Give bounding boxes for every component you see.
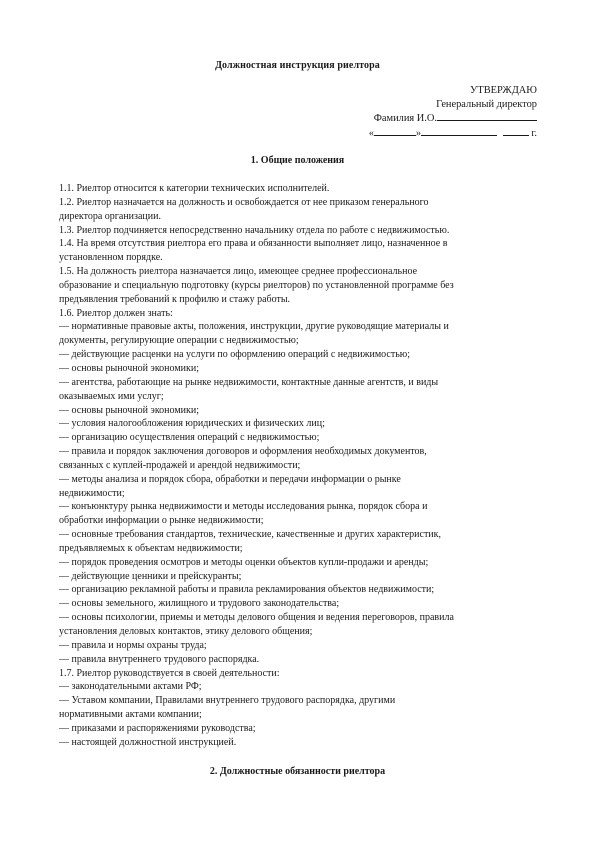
- body-line: связанных с куплей-продажей и арендой недвижимости;: [59, 459, 301, 471]
- approval-block: [317, 84, 537, 140]
- body-line: предъявления требований к профилю и стажу работы.: [59, 293, 291, 305]
- body-line: предъявляемых к объектам недвижимости;: [59, 542, 243, 554]
- date-year-blank: [503, 126, 529, 136]
- approver-name-blank: [437, 111, 537, 121]
- body-line: — организацию осуществления операций с недвижимостью;: [59, 432, 320, 444]
- approve-word: УТВЕРЖДАЮ: [470, 85, 537, 96]
- date-quote-open: «: [368, 127, 374, 139]
- body-line: 1.7. Риелтор руководствуется в своей деятельности:: [59, 667, 280, 679]
- date-month-blank: [421, 126, 497, 136]
- body-line: — основы рыночной экономики;: [59, 362, 199, 374]
- body-line: — основы рыночной экономики;: [59, 404, 199, 416]
- approver-name-label: Фамилия И.О.: [373, 113, 437, 124]
- approver-name-line: [317, 111, 537, 126]
- body-line: нормативными актами компании;: [59, 709, 202, 721]
- section-2-title: 2. Должностные обязанности риелтора: [209, 766, 386, 777]
- body-line: образование и специальную подготовку (курсы риелторов) по установленной программе без: [59, 279, 454, 291]
- body-line: — основные требования стандартов, технические, качественные и других характеристик,: [59, 529, 442, 541]
- body-line: оказываемых ими услуг;: [59, 390, 164, 402]
- body-line: — приказами и распоряжениями руководства;: [59, 722, 256, 734]
- body-line: документы, регулирующие операции с недвижимостью;: [59, 335, 299, 347]
- body-line: 1.2. Риелтор назначается на должность и освобождается от нее приказом генерального: [59, 196, 429, 208]
- section-1-body: [59, 182, 539, 750]
- body-line: — конъюнктуру рынка недвижимости и методы исследования рынка, порядок сбора и: [59, 501, 428, 513]
- body-line: — порядок проведения осмотров и методы оценки объектов купли-продажи и аренды;: [59, 556, 429, 568]
- body-line: — правила и нормы охраны труда;: [59, 639, 207, 651]
- body-line: — действующие расценки на услуги по оформлению операций с недвижимостью;: [59, 349, 411, 361]
- body-line: установленном порядке.: [59, 252, 163, 264]
- date-quote-close: »: [415, 127, 422, 139]
- date-day-blank: [374, 126, 416, 136]
- body-line: 1.3. Риелтор подчиняется непосредственно начальнику отдела по работе с недвижимостью.: [59, 224, 450, 236]
- body-line: 1.4. На время отсутствия риелтора его права и обязанности выполняет лицо, назначенное в: [59, 238, 448, 250]
- body-line: — нормативные правовые акты, положения, инструкции, другие руководящие материалы и: [59, 321, 449, 333]
- body-line: — условия налогообложения юридических и физических лиц;: [59, 418, 325, 430]
- body-line: — методы анализа и порядок сбора, обработки и передачи информации о рынке: [59, 473, 401, 485]
- body-line: — организацию рекламной работы и правила рекламирования объектов недвижимости;: [59, 584, 435, 596]
- body-line: установления деловых контактов, этику делового общения;: [59, 626, 313, 637]
- body-line: — основы психологии, приемы и методы делового общения и ведения переговоров, правила: [59, 612, 454, 624]
- document-title: Должностная инструкция риелтора: [215, 60, 380, 71]
- body-line: — правила внутреннего трудового распорядка.: [59, 653, 260, 665]
- body-line: 1.5. На должность риелтора назначается лицо, имеющее среднее профессиональное: [59, 266, 418, 278]
- section-1-title: 1. Общие положения: [250, 155, 345, 166]
- body-line: — агентства, работающие на рынке недвижимости, контактные данные агентств, и виды: [59, 376, 439, 388]
- body-line: обработки информации о рынке недвижимости;: [59, 515, 264, 527]
- body-line: — настоящей должностной инструкцией.: [59, 736, 237, 748]
- body-line: — действующие ценники и прейскуранты;: [59, 570, 242, 582]
- body-line: — основы земельного, жилищного и трудового законодательства;: [59, 598, 340, 610]
- approval-date-line: [317, 126, 537, 141]
- body-line: 1.6. Риелтор должен знать:: [59, 307, 173, 319]
- body-line: — правила и порядок заключения договоров и оформления необходимых документов,: [59, 446, 427, 458]
- body-line: — законодательными актами РФ;: [59, 681, 202, 693]
- approver-position: Генеральный директор: [436, 98, 537, 110]
- body-line: недвижимости;: [59, 487, 125, 499]
- body-line: 1.1. Риелтор относится к категории технических исполнителей.: [59, 183, 330, 194]
- body-line: директора организации.: [59, 210, 161, 222]
- date-year-suffix: г.: [531, 127, 537, 139]
- body-line: — Уставом компании, Правилами внутреннего трудового распорядка, другими: [59, 695, 396, 707]
